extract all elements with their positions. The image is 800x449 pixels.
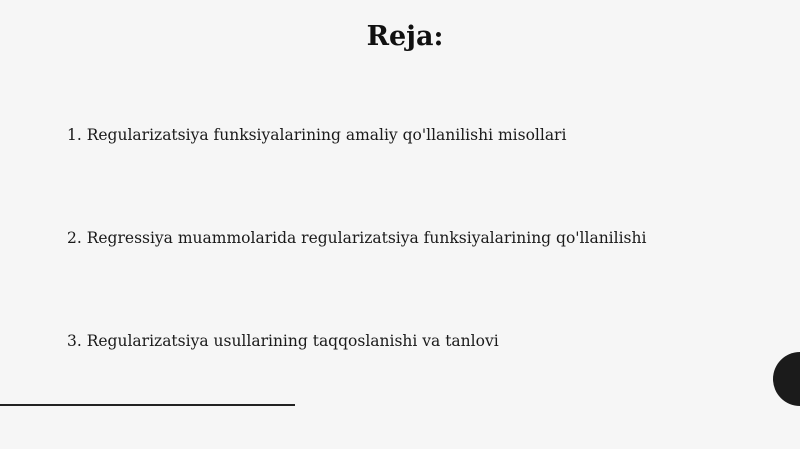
plan-item-1: 1. Regularizatsiya funksiyalarining amaliy qo'llanilishi misollari: [67, 126, 567, 144]
plan-item-3: 3. Regularizatsiya usullarining taqqoslanishi va tanlovi: [67, 332, 499, 350]
decorative-circle: [773, 352, 800, 406]
decorative-divider-line: [0, 404, 295, 406]
plan-item-2: 2. Regressiya muammolarida regularizatsiya funksiyalarining qo'llanilishi: [67, 229, 647, 247]
slide-title: Reja:: [366, 21, 444, 52]
